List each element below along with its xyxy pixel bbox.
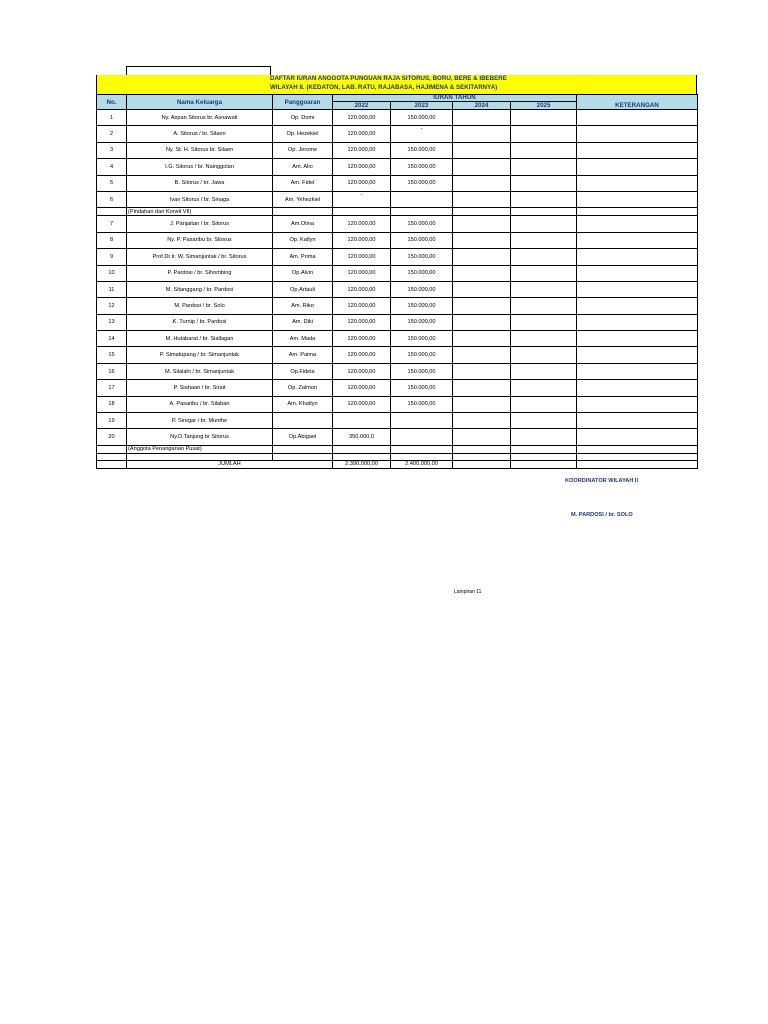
- cell-keterangan: [577, 363, 698, 379]
- cell-no: 8: [97, 232, 127, 248]
- cell-no: 17: [97, 380, 127, 396]
- total-2022: 2.390.000,00: [333, 460, 391, 468]
- cell-2024: [453, 142, 511, 158]
- cell-2025: [511, 314, 577, 330]
- cell-2023: 150.000,00: [391, 298, 453, 314]
- col-header-keterangan: KETERANGAN: [577, 102, 698, 110]
- cell-2022: 350.000,0: [333, 429, 391, 445]
- total-spacer-cell: [97, 460, 127, 468]
- spacer-cell: [577, 453, 698, 460]
- cell-2023: 150.000,00: [391, 380, 453, 396]
- cell-panggoaran: Am. Alio: [273, 159, 333, 175]
- cell-2024: [453, 429, 511, 445]
- cell-2023: 150.000,00: [391, 331, 453, 347]
- table-row: [97, 265, 698, 281]
- spacer-cell: [333, 453, 391, 460]
- cell-2025: [511, 331, 577, 347]
- total-empty-cell: [577, 460, 698, 468]
- col-header-2023: 2023: [391, 102, 453, 110]
- note-empty-cell: [511, 445, 577, 453]
- cell-2025: [511, 380, 577, 396]
- spacer-cell: [391, 453, 453, 460]
- cell-panggoaran: Am. Fidel: [273, 175, 333, 191]
- cell-panggoaran: Op. Zalmon: [273, 380, 333, 396]
- cell-keterangan: [577, 314, 698, 330]
- cell-panggoaran: Op.Alvin: [273, 265, 333, 281]
- cell-panggoaran: Op. Domi: [273, 110, 333, 126]
- cell-nama: P. Pardosi / br. Sihombing: [127, 265, 273, 281]
- cell-panggoaran: Am.Olina: [273, 216, 333, 232]
- cell-keterangan: [577, 281, 698, 297]
- table-row: [97, 191, 698, 207]
- cell-panggoaran: Am. Paima: [273, 347, 333, 363]
- note-empty-cell: [391, 445, 453, 453]
- cell-keterangan: [577, 126, 698, 142]
- cell-2023: 150.000,00: [391, 347, 453, 363]
- note-text: (Pindahan dari Korwil VII): [127, 208, 273, 216]
- table-row: [97, 314, 698, 330]
- cell-nama: A. Sitorus / br. Silaen: [127, 126, 273, 142]
- cell-nama: Ny. P. Pasaribu br. Sitorus: [127, 232, 273, 248]
- cell-no: 5: [97, 175, 127, 191]
- cell-panggoaran: Am. Yehezkiel: [273, 191, 333, 207]
- cell-2024: [453, 298, 511, 314]
- cell-2025: [511, 396, 577, 412]
- cell-2022: 120.000,00: [333, 314, 391, 330]
- cell-2022: 120.000,00: [333, 110, 391, 126]
- cell-no: 13: [97, 314, 127, 330]
- cell-no: 10: [97, 265, 127, 281]
- cell-2025: [511, 363, 577, 379]
- table-row: [97, 281, 698, 297]
- cell-2022: [333, 413, 391, 429]
- cell-2022: 120.000,00: [333, 380, 391, 396]
- cell-2024: [453, 347, 511, 363]
- cell-2024: [453, 110, 511, 126]
- cell-2022: 120.000,00: [333, 363, 391, 379]
- cell-2023: -: [391, 126, 453, 142]
- cell-2023: 150.000,00: [391, 142, 453, 158]
- note-empty-cell: [273, 208, 333, 216]
- cell-2023: [391, 191, 453, 207]
- cell-2023: 150.000,00: [391, 232, 453, 248]
- note-spacer-cell: [97, 445, 127, 453]
- cell-2023: 150.000,00: [391, 314, 453, 330]
- cell-nama: I.G. Sitorus / br. Nainggolan: [127, 159, 273, 175]
- cell-panggoaran: Am. Prima: [273, 249, 333, 265]
- cell-2024: [453, 191, 511, 207]
- cell-2022: 120.000,00: [333, 249, 391, 265]
- cell-2025: [511, 142, 577, 158]
- spacer-cell: [97, 453, 127, 460]
- cell-nama: P. Siahaan / br. Sirait: [127, 380, 273, 396]
- table-row: [97, 331, 698, 347]
- cell-2024: [453, 331, 511, 347]
- col-header-2025: 2025: [511, 102, 577, 110]
- spacer-cell: [273, 453, 333, 460]
- cell-nama: B. Sitorus / br. Jawa: [127, 175, 273, 191]
- cell-no: 9: [97, 249, 127, 265]
- cell-no: 19: [97, 413, 127, 429]
- total-row: [97, 460, 698, 468]
- cell-panggoaran: Op.Fidela: [273, 363, 333, 379]
- note-empty-cell: [273, 445, 333, 453]
- cell-keterangan: [577, 175, 698, 191]
- table-row: [97, 142, 698, 158]
- note-empty-cell: [577, 445, 698, 453]
- col-header-keterangan-top: [577, 95, 698, 102]
- cell-nama: Prof.Dr.Ir. W. Simanjuntak / br. Sitorus: [127, 249, 273, 265]
- cell-2025: [511, 216, 577, 232]
- note-empty-cell: [511, 208, 577, 216]
- cell-no: 11: [97, 281, 127, 297]
- cell-2022: 120.000,00: [333, 175, 391, 191]
- table-row: [97, 396, 698, 412]
- cell-2023: 150.000,00: [391, 216, 453, 232]
- cell-nama: M. Hutabarat / br. Siallagan: [127, 331, 273, 347]
- cell-keterangan: [577, 298, 698, 314]
- cell-2022: 120.000,00: [333, 142, 391, 158]
- col-header-2024: 2024: [453, 102, 511, 110]
- cell-keterangan: [577, 216, 698, 232]
- cell-nama: K. Turnip / br. Pardosi: [127, 314, 273, 330]
- cell-2023: 150.000,00: [391, 159, 453, 175]
- cell-no: 20: [97, 429, 127, 445]
- cell-no: 15: [97, 347, 127, 363]
- cell-panggoaran: Op. Katlyn: [273, 232, 333, 248]
- total-empty-cell: [453, 460, 511, 468]
- cell-keterangan: [577, 249, 698, 265]
- cell-keterangan: [577, 191, 698, 207]
- note-empty-cell: [333, 208, 391, 216]
- note-text: (Anggota Penanganan Pusat): [127, 445, 273, 453]
- cell-2022: 120.000,00: [333, 216, 391, 232]
- cell-2023: 150.000,00: [391, 265, 453, 281]
- cell-no: 7: [97, 216, 127, 232]
- spacer-cell: [453, 453, 511, 460]
- header-empty-box: [126, 66, 271, 75]
- cell-2024: [453, 265, 511, 281]
- cell-no: 2: [97, 126, 127, 142]
- cell-2023: [391, 429, 453, 445]
- cell-no: 18: [97, 396, 127, 412]
- cell-2025: [511, 110, 577, 126]
- cell-2024: [453, 413, 511, 429]
- note-spacer-cell: [97, 208, 127, 216]
- cell-keterangan: [577, 413, 698, 429]
- cell-2024: [453, 232, 511, 248]
- cell-2023: 150.000,00: [391, 175, 453, 191]
- cell-keterangan: [577, 396, 698, 412]
- cell-2024: [453, 159, 511, 175]
- table-row: [97, 232, 698, 248]
- table-row: [97, 347, 698, 363]
- cell-2024: [453, 281, 511, 297]
- cell-2023: 150.000,00: [391, 249, 453, 265]
- cell-2025: [511, 413, 577, 429]
- cell-nama: P. Simatupang / br. Simanjuntak: [127, 347, 273, 363]
- table-row: [97, 380, 698, 396]
- cell-2025: [511, 298, 577, 314]
- note-empty-cell: [577, 208, 698, 216]
- table-row: [97, 413, 698, 429]
- cell-2024: [453, 126, 511, 142]
- cell-2024: [453, 314, 511, 330]
- cell-nama: Ny. Aspan Sitorus br. Asnawati: [127, 110, 273, 126]
- total-label: JUMLAH: [127, 460, 333, 468]
- cell-nama: P. Siregar / br. Munthe: [127, 413, 273, 429]
- cell-keterangan: [577, 347, 698, 363]
- cell-2022: 120.000,00: [333, 347, 391, 363]
- cell-2025: [511, 126, 577, 142]
- cell-2025: [511, 159, 577, 175]
- cell-2024: [453, 175, 511, 191]
- cell-2023: [391, 413, 453, 429]
- col-header-iuran-tahun: IURAN TAHUN: [333, 95, 577, 102]
- note-row: [97, 208, 698, 216]
- col-header-nama: Nama Keluarga: [127, 95, 273, 110]
- note-row: [97, 445, 698, 453]
- cell-2022: 120.000,00: [333, 281, 391, 297]
- table-row: [97, 175, 698, 191]
- cell-no: 1: [97, 110, 127, 126]
- table-row: [97, 249, 698, 265]
- cell-2022: 120.000,00: [333, 298, 391, 314]
- cell-nama: Ivan Sitorus / br. Sinaga: [127, 191, 273, 207]
- cell-2024: [453, 216, 511, 232]
- cell-2023: 150.000,00: [391, 396, 453, 412]
- col-header-no: No.: [97, 95, 127, 110]
- table-row: [97, 110, 698, 126]
- cell-keterangan: [577, 331, 698, 347]
- cell-nama: J. Panjaitan / br. Sitorus: [127, 216, 273, 232]
- cell-2024: [453, 249, 511, 265]
- col-header-panggoaran: Panggoaran: [273, 95, 333, 110]
- cell-no: 6: [97, 191, 127, 207]
- lampiran-label: Lampiran 11: [454, 589, 482, 595]
- cell-2022: 120.000,00: [333, 232, 391, 248]
- cell-nama: M. Sitanggang / br. Pardosi: [127, 281, 273, 297]
- cell-panggoaran: Op. Jerome: [273, 142, 333, 158]
- cell-keterangan: [577, 265, 698, 281]
- note-empty-cell: [453, 208, 511, 216]
- cell-nama: Ny.D.Tanjung br Sitorus: [127, 429, 273, 445]
- cell-keterangan: [577, 110, 698, 126]
- note-empty-cell: [391, 208, 453, 216]
- cell-2025: [511, 347, 577, 363]
- cell-no: 16: [97, 363, 127, 379]
- cell-panggoaran: Am. Khatlyn: [273, 396, 333, 412]
- spacer-cell: [511, 453, 577, 460]
- table-row: [97, 126, 698, 142]
- cell-2022: 120.000,00: [333, 159, 391, 175]
- cell-keterangan: [577, 232, 698, 248]
- cell-panggoaran: Am. Mada: [273, 331, 333, 347]
- cell-2023: 150.000,00: [391, 363, 453, 379]
- dues-table: [96, 94, 698, 469]
- cell-keterangan: [577, 159, 698, 175]
- cell-no: 3: [97, 142, 127, 158]
- total-2023: 2.400.000,00: [391, 460, 453, 468]
- spacer-cell: [127, 453, 273, 460]
- cell-2022: 120.000,00: [333, 331, 391, 347]
- cell-2022: 120.000,00: [333, 265, 391, 281]
- cell-2025: [511, 265, 577, 281]
- cell-nama: A. Pasaribu / br. Silaban: [127, 396, 273, 412]
- document-subtitle: WILAYAH II. (KEDATON, LAB. RATU, RAJABASA, HAJIMENA & SEKITARNYA): [270, 84, 498, 91]
- cell-no: 4: [97, 159, 127, 175]
- table-row: [97, 216, 698, 232]
- cell-2025: [511, 429, 577, 445]
- cell-2022: 120.000,00: [333, 126, 391, 142]
- document-title: DAFTAR IURAN ANGGOTA PUNGUAN RAJA SITORUS, BORU, BERE & IBEBERE: [270, 75, 507, 82]
- cell-keterangan: [577, 429, 698, 445]
- cell-nama: M. Silalahi / br. Simanjuntak: [127, 363, 273, 379]
- note-empty-cell: [333, 445, 391, 453]
- cell-nama: M. Pardosi / br. Solo: [127, 298, 273, 314]
- header-row-1: [97, 95, 698, 102]
- cell-no: 14: [97, 331, 127, 347]
- cell-2023: 150.000,00: [391, 110, 453, 126]
- cell-panggoaran: Op.Abigael: [273, 429, 333, 445]
- cell-keterangan: [577, 142, 698, 158]
- cell-2025: [511, 249, 577, 265]
- cell-keterangan: [577, 380, 698, 396]
- table-row: [97, 298, 698, 314]
- cell-nama: Ny. St. H. Sitorus br. Silaen: [127, 142, 273, 158]
- col-header-2022: 2022: [333, 102, 391, 110]
- cell-2022: 120.000,00: [333, 396, 391, 412]
- signature-name: M. PARDOSI / br. SOLO: [571, 512, 633, 518]
- cell-2023: 150.000,00: [391, 281, 453, 297]
- cell-2025: [511, 191, 577, 207]
- table-row: [97, 363, 698, 379]
- cell-2025: [511, 281, 577, 297]
- cell-2022: -: [333, 191, 391, 207]
- cell-panggoaran: Am. Riko: [273, 298, 333, 314]
- cell-2025: [511, 232, 577, 248]
- cell-2025: [511, 175, 577, 191]
- table-body: [97, 110, 698, 469]
- cell-panggoaran: Am. Diki: [273, 314, 333, 330]
- table-row: [97, 429, 698, 445]
- cell-panggoaran: [273, 413, 333, 429]
- cell-no: 12: [97, 298, 127, 314]
- note-empty-cell: [453, 445, 511, 453]
- cell-2024: [453, 363, 511, 379]
- signature-role: KOORDINATOR WILAYAH II: [565, 478, 639, 484]
- cell-panggoaran: Op. Hezekiel: [273, 126, 333, 142]
- total-empty-cell: [511, 460, 577, 468]
- cell-panggoaran: Op.Artauli: [273, 281, 333, 297]
- cell-2024: [453, 396, 511, 412]
- spacer-row: [97, 453, 698, 460]
- cell-2024: [453, 380, 511, 396]
- table-row: [97, 159, 698, 175]
